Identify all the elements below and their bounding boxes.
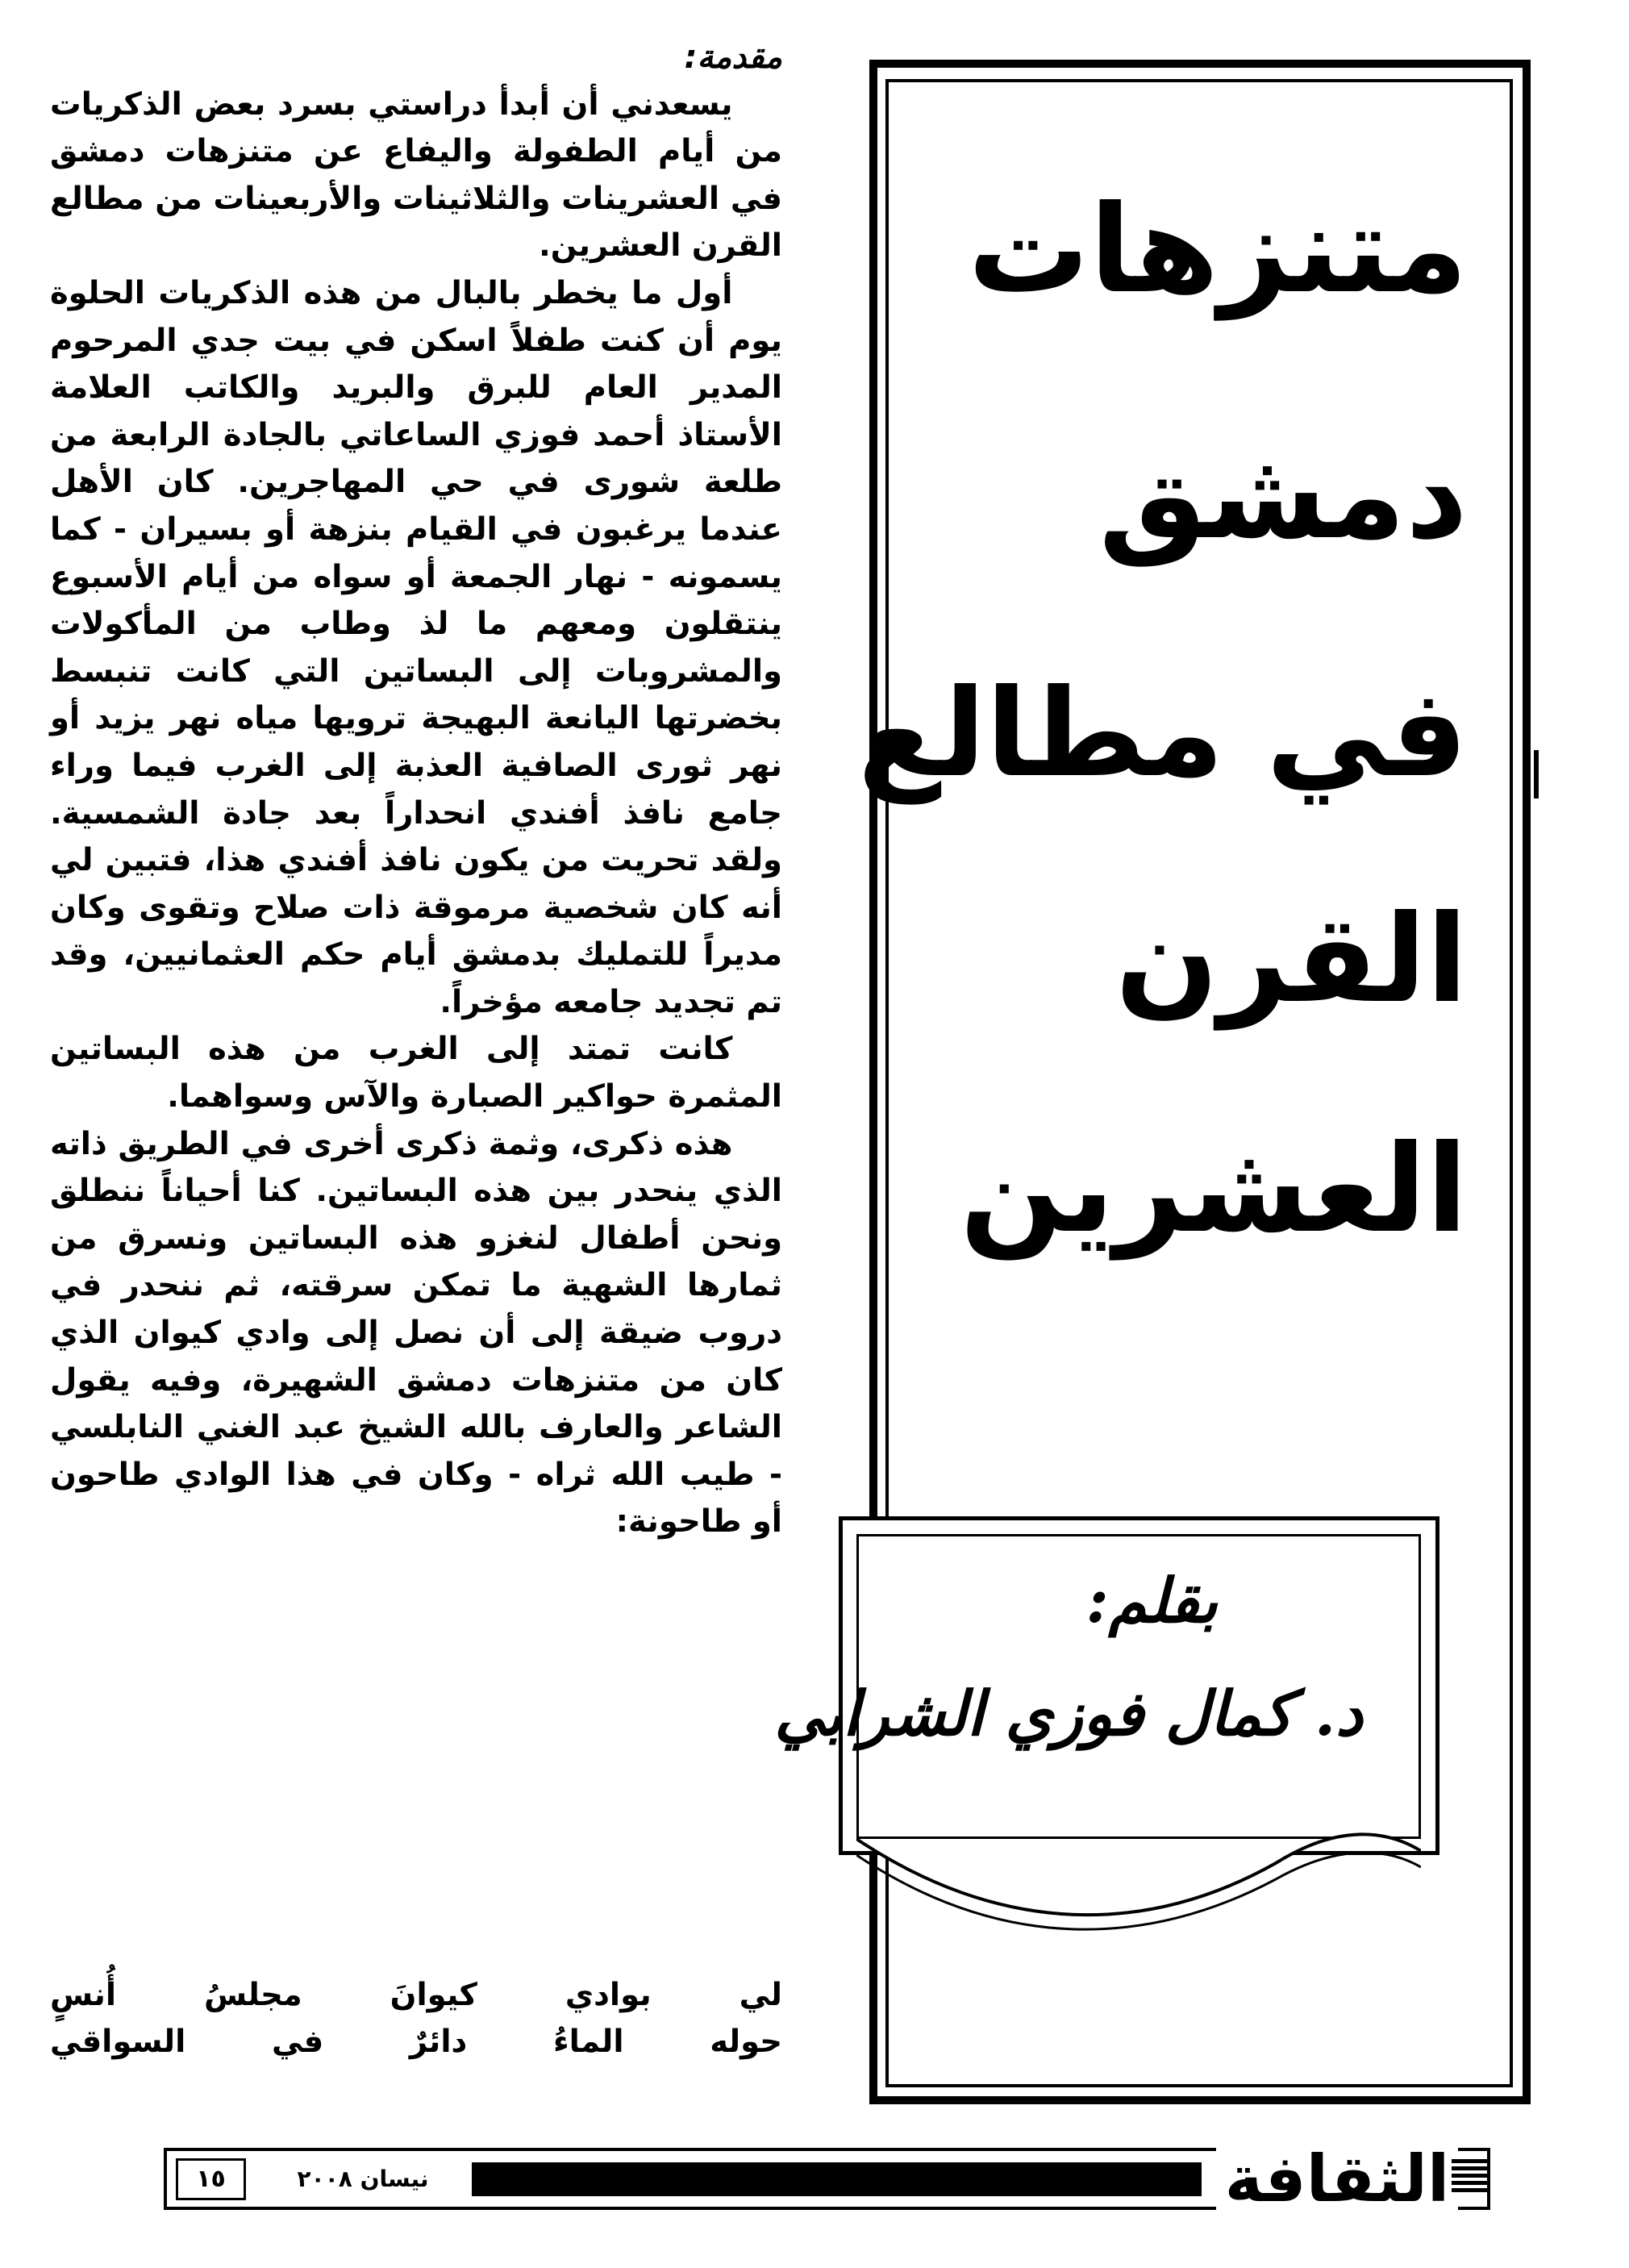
author-name: د. كمال فوزي الشرابي	[774, 1678, 1363, 1749]
byline-label: بقلم:	[1085, 1565, 1218, 1636]
article-title-line-4: القرن	[1114, 890, 1468, 1030]
verse-line-1: لي بوادي كيوانَ مجلسُ أُنسٍ	[50, 1977, 782, 2013]
footer-black-bar	[472, 2162, 1202, 2196]
article-title-line-5: العشرين	[960, 1119, 1468, 1260]
issue-date: نيسان ٢٠٠٨	[297, 2166, 429, 2192]
author-banner-wave	[856, 1774, 1421, 1936]
article-title-line-1: متنزهات	[968, 180, 1468, 320]
paragraph-2: أول ما يخطر بالبال من هذه الذكريات الحلوة يوم أن كنت طفلاً اسكن في بيت جدي المرحوم المدير العام للبرق والبريد والكاتب العلامة الأستاذ أحمد فوزي الساعاتي بالجادة الرابعة من طلعة شورى في حي المهاجرين. كان الأهل عندما يرغبون في القيام بنزهة أو بسيران - كما يسمونه - نهار الجمعة أو سواه من أيام الأسبوع ينتقلون ومعهم ما لذ وطاب من المأكولات والمشروبات إلى البساتين التي كانت تنبسط بخضرتها اليانعة البهيجة ترويها مياه نهر يزيد أو نهر ثورى الصافية العذبة إلى الغرب فيما وراء جامع نافذ أفندي انحداراً بعد جادة الشمسية. ولقد تحريت من يكون نافذ أفندي هذا، فتبين لي أنه كان شخصية مرموقة ذات صلاح وتقوى وكان مديراً للتمليك بدمشق أيام حكم العثمانيين، وقد تم تجديد جامعه مؤخراً.	[50, 274, 782, 1020]
verse-line-2: حوله الماءُ دائرٌ في السواقي	[50, 2024, 782, 2060]
frame-edge-mark	[1534, 750, 1539, 798]
intro-heading: مقدمة:	[684, 39, 782, 76]
logo-stripes	[1452, 2159, 1490, 2201]
paragraph-3: كانت تمتد إلى الغرب من هذه البساتين المثمرة حواكير الصبارة والآس وسواهما.	[50, 1031, 782, 1115]
poem-verse	[50, 1972, 782, 2066]
magazine-logo: الثقافة	[1216, 2139, 1458, 2220]
page-number: ١٥	[176, 2158, 246, 2200]
paragraph-4: هذه ذكرى، وثمة ذكرى أخرى في الطريق ذاته الذي ينحدر بين هذه البساتين. كنا أحياناً ننطلق ونحن أطفال لنغزو هذه البساتين ونسرق من ثمارها الشهية ما تمكن سرقته، ثم ننحدر في دروب ضيقة إلى أن نصل إلى وادي كيوان الذي كان من متنزهات دمشق الشهيرة، وفيه يقول الشاعر والعارف بالله الشيخ عبد الغني النابلسي - طيب الله ثراه - وكان في هذا الوادي طاحون أو طاحونة:	[50, 1125, 782, 1540]
article-title-line-3: في مطالع	[857, 664, 1468, 804]
article-body	[50, 34, 782, 1546]
article-title-line-2: دمشق	[1098, 426, 1468, 566]
paragraph-1: يسعدني أن أبدأ دراستي بسرد بعض الذكريات من أيام الطفولة واليفاع عن متنزهات دمشق في العشرينات والثلاثينات والأربعينات من مطالع القرن العشرين.	[50, 85, 782, 265]
